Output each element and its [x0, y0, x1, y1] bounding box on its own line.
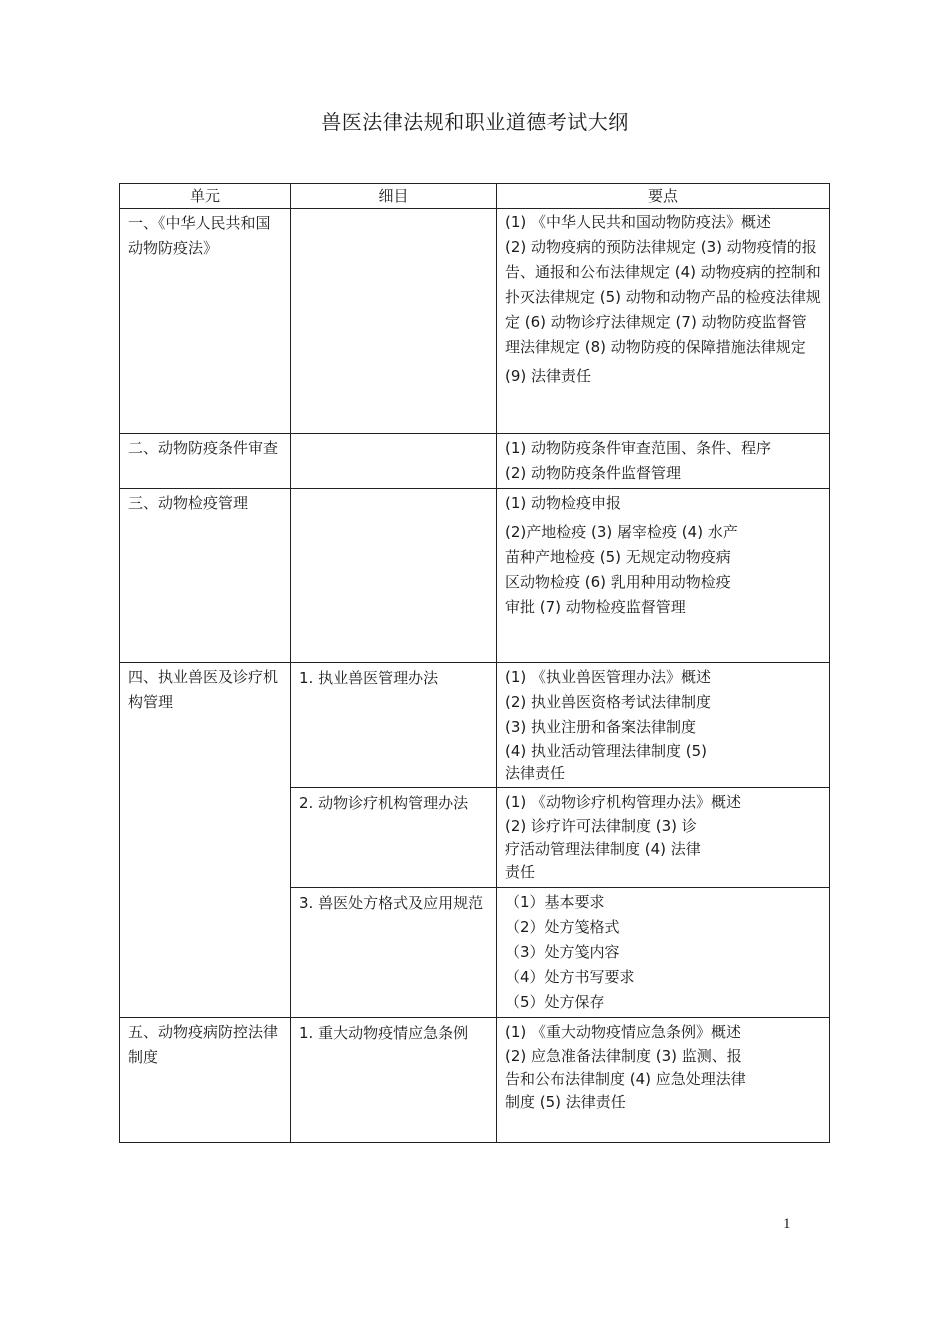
table-row: [120, 434, 830, 489]
point-item: (9) 法律责任: [505, 367, 592, 385]
detail-label: 1. 重大动物疫情应急条例: [299, 1024, 469, 1042]
points-cell: [497, 434, 830, 489]
unit-cell: [120, 489, 291, 663]
point-item: (2) 应急准备法律制度 (3) 监测、报告和公布法律制度 (4) 应急处理法律制度 (5) 法律责任: [505, 1047, 746, 1111]
unit-label: 三、动物检疫管理: [128, 494, 249, 512]
header-points: 要点: [497, 184, 830, 209]
detail-label: 2. 动物诊疗机构管理办法: [299, 794, 469, 812]
unit-cell: [120, 434, 291, 489]
detail-cell: [291, 888, 497, 1018]
unit-cell: [120, 663, 291, 1018]
point-item: (1) 《动物诊疗机构管理办法》概述: [505, 793, 742, 811]
point-item: （2）处方笺格式: [505, 918, 620, 936]
point-item: （4）处方书写要求: [505, 968, 635, 986]
table-row: [120, 489, 830, 663]
table-row: [120, 1018, 830, 1143]
point-item: (1) 动物检疫申报: [505, 494, 622, 512]
header-unit: 单元: [120, 184, 291, 209]
unit-cell: [120, 1018, 291, 1143]
detail-cell: [291, 489, 497, 663]
unit-label: 四、执业兽医及诊疗机构管理: [128, 668, 279, 711]
unit-label: 五、动物疫病防控法律制度: [128, 1023, 279, 1066]
detail-cell: [291, 434, 497, 489]
point-item: (1) 动物防疫条件审查范围、条件、程序: [505, 439, 772, 457]
detail-cell: [291, 209, 497, 434]
points-cell: [497, 888, 830, 1018]
detail-cell: [291, 1018, 497, 1143]
table-row: [120, 663, 830, 788]
point-item: (2) 执业兽医资格考试法律制度: [505, 693, 712, 711]
point-item: （3）处方笺内容: [505, 943, 620, 961]
points-cell: [497, 489, 830, 663]
point-item: (4) 执业活动管理法律制度 (5) 法律责任: [505, 742, 708, 782]
unit-cell: [120, 209, 291, 434]
point-item: (1) 《中华人民共和国动物防疫法》概述: [505, 213, 772, 231]
detail-cell: [291, 788, 497, 888]
page-number: 1: [783, 1216, 791, 1232]
points-cell: [497, 1018, 830, 1143]
point-item: (2) 动物疫病的预防法律规定 (3) 动物疫情的报告、通报和公布法律规定 (4) 动物疫病的控制和扑灭法律规定 (5) 动物和动物产品的检疫法律规定 (6) 动物诊疗法律规定 (7) 动物防疫监督管理法律规定 (8) 动物防疫的保障措施法律规定: [505, 238, 821, 356]
unit-label: 二、动物防疫条件审查: [128, 439, 279, 457]
point-item: (2) 诊疗许可法律制度 (3) 诊疗活动管理法律制度 (4) 法律责任: [505, 817, 701, 881]
points-cell: [497, 663, 830, 788]
detail-cell: [291, 663, 497, 788]
detail-label: 1. 执业兽医管理办法: [299, 669, 439, 687]
point-item: (2) 动物防疫条件监督管理: [505, 464, 682, 482]
point-item: (1) 《执业兽医管理办法》概述: [505, 668, 712, 686]
point-item: (1) 《重大动物疫情应急条例》概述: [505, 1023, 742, 1041]
points-cell: [497, 788, 830, 888]
table-header-row: [120, 184, 830, 209]
detail-label: 3. 兽医处方格式及应用规范: [299, 894, 484, 912]
exam-outline-table: [119, 183, 830, 1143]
unit-label: 一、《中华人民共和国动物防疫法》: [128, 214, 271, 257]
table-row: [120, 209, 830, 434]
point-item: （5）处方保存: [505, 993, 605, 1011]
header-detail: 细目: [291, 184, 497, 209]
point-item: (3) 执业注册和备案法律制度: [505, 718, 697, 736]
document-title: 兽医法律法规和职业道德考试大纲: [321, 110, 629, 134]
points-cell: [497, 209, 830, 434]
point-item: (2)产地检疫 (3) 屠宰检疫 (4) 水产苗种产地检疫 (5) 无规定动物疫病区动物检疫 (6) 乳用种用动物检疫审批 (7) 动物检疫监督管理: [505, 523, 738, 616]
point-item: （1）基本要求: [505, 893, 605, 911]
